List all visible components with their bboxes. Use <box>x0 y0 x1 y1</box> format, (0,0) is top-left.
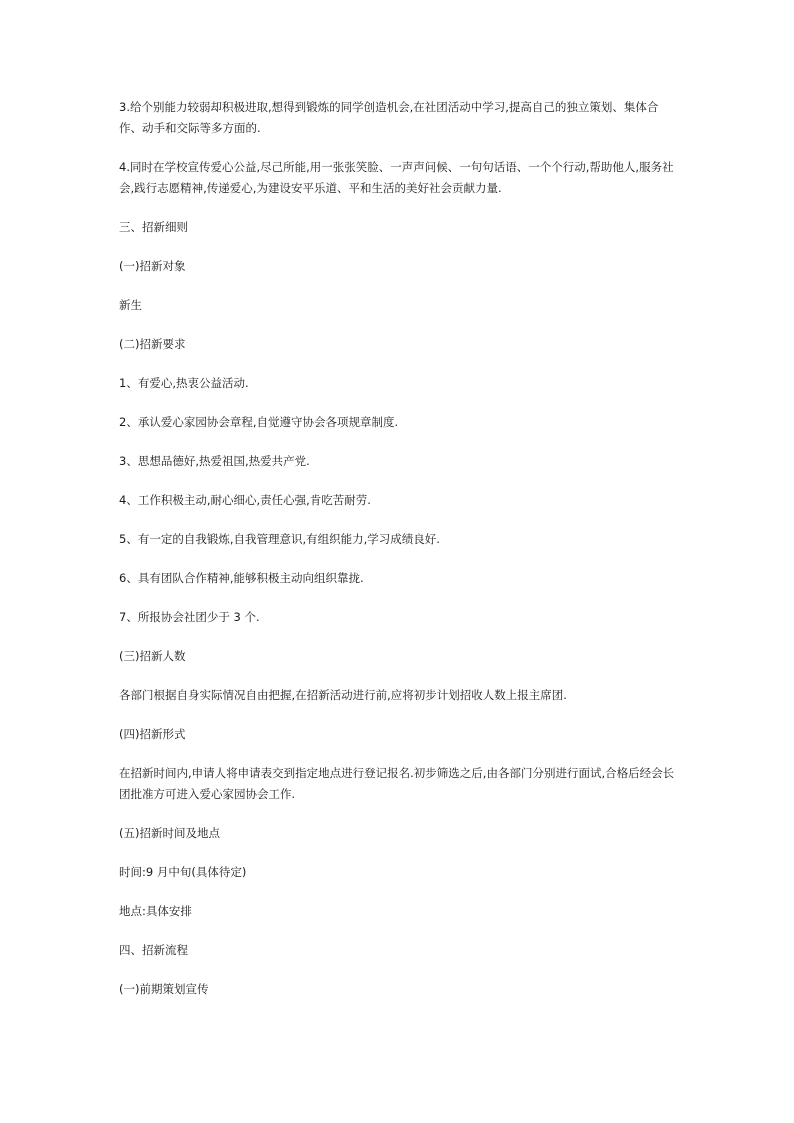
paragraph-recruitment-form: 在招新时间内,申请人将申请表交到指定地点进行登记报名.初步筛选之后,由各部门分别进行面试,合格后经会长团批准方可进入爱心家园协会工作. <box>119 766 675 801</box>
paragraph-goal-3: 3.给个别能力较弱却积极进取,想得到锻炼的同学创造机会,在社团活动中学习,提高自己的独立策划、集体合作、动手和交际等多方面的. <box>119 100 659 135</box>
subheading-time-and-place: (五)招新时间及地点 <box>119 826 220 840</box>
requirement-item-4: 4、工作积极主动,耐心细心,责任心强,肯吃苦耐劳. <box>119 493 371 507</box>
requirement-item-3: 3、思想品德好,热爱祖国,热爱共产党. <box>119 454 310 468</box>
subheading-recruitment-requirements: (二)招新要求 <box>119 337 186 351</box>
subheading-recruitment-target: (一)招新对象 <box>119 259 186 273</box>
paragraph-target-freshmen: 新生 <box>119 298 142 312</box>
section-heading-recruitment-process: 四、招新流程 <box>119 943 188 957</box>
requirement-item-1: 1、有爱心,热衷公益活动. <box>119 376 249 390</box>
requirement-item-6: 6、具有团队合作精神,能够积极主动向组织靠拢. <box>119 571 364 585</box>
section-heading-recruitment-rules: 三、招新细则 <box>119 220 188 234</box>
requirement-item-7: 7、所报协会社团少于 3 个. <box>119 610 260 624</box>
subheading-early-planning: (一)前期策划宣传 <box>119 982 209 996</box>
paragraph-place: 地点:具体安排 <box>119 904 192 918</box>
subheading-recruitment-form: (四)招新形式 <box>119 727 186 741</box>
paragraph-recruitment-number: 各部门根据自身实际情况自由把握,在招新活动进行前,应将初步计划招收人数上报主席团. <box>119 688 567 702</box>
paragraph-time: 时间:9 月中旬(具体待定) <box>119 865 247 879</box>
document-body <box>119 97 679 1018</box>
requirement-item-2: 2、承认爱心家园协会章程,自觉遵守协会各项规章制度. <box>119 415 399 429</box>
requirement-item-5: 5、有一定的自我锻炼,自我管理意识,有组织能力,学习成绩良好. <box>119 532 440 546</box>
paragraph-goal-4: 4.同时在学校宣传爱心公益,尽己所能,用一张张笑脸、一声声问候、一句句话语、一个个行动,帮助他人,服务社会,践行志愿精神,传递爱心,为建设安平乐道、平和生活的美好社会贡献力量. <box>119 160 674 195</box>
subheading-recruitment-number: (三)招新人数 <box>119 649 186 663</box>
